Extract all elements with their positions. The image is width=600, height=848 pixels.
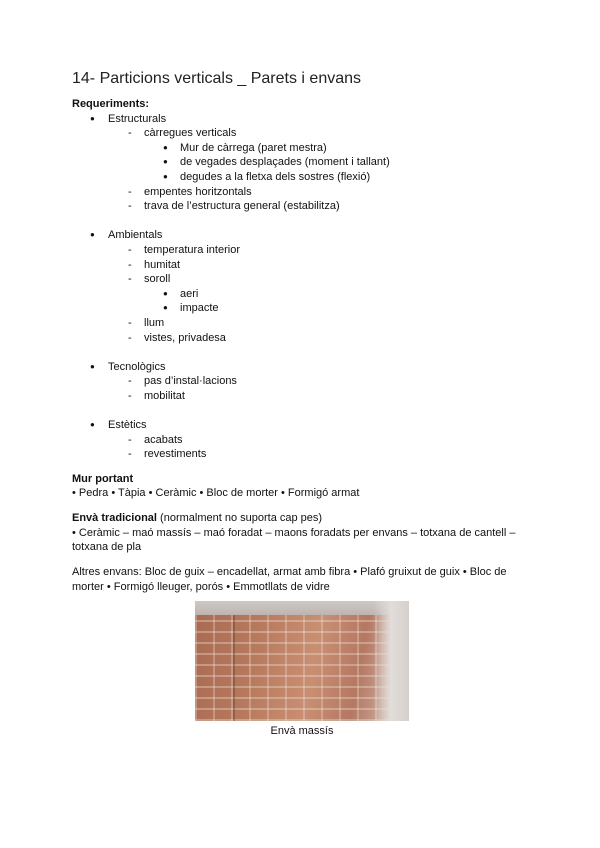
altres-envans-line1: Altres envans: Bloc de guix – encadellat, armat amb fibra • Plafó gruixut de guix • Bloc de [72,565,507,578]
list-item-mobilitat: - mobilitat [72,389,532,404]
list-item-trava: - trava de l’estructura general (estabilitza) [72,199,532,214]
list-item-temperatura: - temperatura interior [72,243,532,258]
enva-tradicional-heading: Envà tradicional [72,512,157,525]
list-item-carregues-1: ● Mur de càrrega (paret mestra) [72,141,532,156]
list-item-humitat: - humitat [72,258,532,273]
enva-tradicional-line2: totxana de pla [72,541,142,554]
list-item-impacte: ● impacte [72,301,532,316]
list-item-carregues-2: ● de vegades desplaçades (moment i tallant) [72,155,532,170]
list-item-carregues: - càrregues verticals [72,126,532,141]
mur-portant-heading: Mur portant [72,472,134,485]
requeriments-heading: Requeriments: [72,98,150,110]
figure-caption: Envà massís [270,724,334,737]
list-item-acabats: - acabats [72,433,532,448]
list-item-tecnologics: ● Tecnològics [72,360,532,375]
list-item-ambientals: ● Ambientals [72,228,532,243]
list-item-revestiments: - revestiments [72,447,532,462]
document-page [72,70,532,737]
list-item-aeri: ● aeri [72,287,532,302]
altres-envans-line2: morter • Formigó lleuger, porós • Emmotllats de vidre [72,580,330,593]
list-item-estetics: ● Estètics [72,418,532,433]
list-item-llum: - llum [72,316,532,331]
list-item-empentes: - empentes horitzontals [72,185,532,200]
enva-tradicional-line1: • Ceràmic – maó massís – maó foradat – maons foradats per envans – totxana de cantell – [72,526,516,539]
photo-plaster-edge [373,601,409,721]
photo-corner [233,615,235,721]
list-item-estructurals: ● Estructurals [72,112,532,127]
list-item-installacions: - pas d’instal·lacions [72,374,532,389]
brick-wall-photo [195,601,409,721]
enva-tradicional-note: (normalment no suporta cap pes) [156,512,323,525]
enva-tradicional-heading-line [72,511,532,526]
mur-portant-text: • Pedra • Tàpia • Ceràmic • Bloc de morter • Formigó armat [72,487,360,500]
list-item-carregues-3: ● degudes a la fletxa dels sostres (flexió) [72,170,532,185]
page-title: 14- Particions verticals _ Parets i envans [72,70,362,87]
list-item-vistes: - vistes, privadesa [72,331,532,346]
list-item-soroll: - soroll [72,272,532,287]
